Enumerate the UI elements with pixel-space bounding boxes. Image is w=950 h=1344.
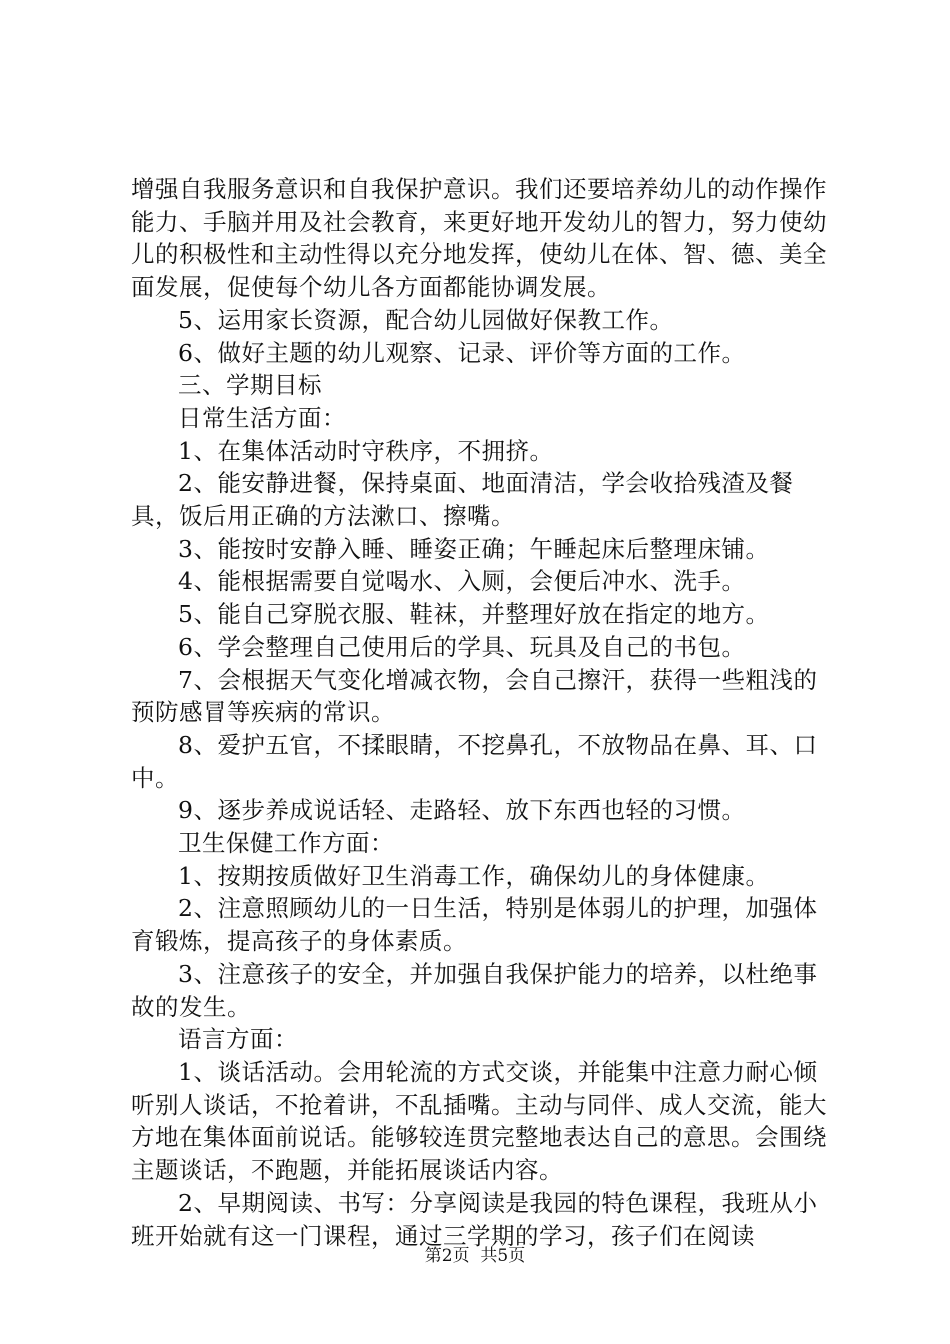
paragraph: 1、在集体活动时守秩序，不拥挤。 — [178, 436, 554, 465]
paragraph: 7、会根据天气变化增减衣物，会自己擦汗，获得一些粗浅的预防感冒等疾病的常识。 — [131, 665, 818, 727]
paragraph: 9、逐步养成说话轻、走路轻、放下东西也轻的习惯。 — [178, 796, 746, 825]
paragraph: 5、运用家长资源，配合幼儿园做好保教工作。 — [178, 305, 674, 334]
paragraph: 3、注意孩子的安全，并加强自我保护能力的培养，以杜绝事故的发生。 — [131, 959, 818, 1021]
paragraph: 1、按期按质做好卫生消毒工作，确保幼儿的身体健康。 — [178, 861, 770, 890]
paragraph: 2、注意照顾幼儿的一日生活，特别是体弱儿的护理，加强体育锻炼，提高孩子的身体素质。 — [131, 894, 818, 956]
paragraph: 卫生保健工作方面： — [178, 829, 394, 858]
paragraph: 三、学期目标 — [178, 371, 322, 400]
document-body — [131, 173, 831, 1252]
paragraph: 2、早期阅读、书写：分享阅读是我园的特色课程，我班从小班开始就有这一门课程，通过三学期的学习，孩子们在阅读 — [131, 1188, 818, 1250]
paragraph: 日常生活方面： — [178, 403, 346, 432]
page-footer: 第2页 共5页 — [424, 1246, 526, 1266]
paragraph: 1、谈话活动。会用轮流的方式交谈，并能集中注意力耐心倾听别人谈话，不抢着讲，不乱插嘴。主动与同伴、成人交流，能大方地在集体面前说话。能够较连贯完整地表达自己的意思。会围绕主题谈话，不跑题，并能拓展谈话内容。 — [131, 1057, 827, 1185]
paragraph: 8、爱护五官，不揉眼睛，不挖鼻孔，不放物品在鼻、耳、口中。 — [131, 730, 818, 792]
paragraph: 3、能按时安静入睡、睡姿正确；午睡起床后整理床铺。 — [178, 534, 770, 563]
paragraph: 2、能安静进餐，保持桌面、地面清洁，学会收拾残渣及餐具，饭后用正确的方法漱口、擦嘴。 — [131, 469, 794, 531]
paragraph: 6、做好主题的幼儿观察、记录、评价等方面的工作。 — [178, 338, 746, 367]
paragraph: 6、学会整理自己使用后的学具、玩具及自己的书包。 — [178, 632, 746, 661]
paragraph: 增强自我服务意识和自我保护意识。我们还要培养幼儿的动作操作能力、手脑并用及社会教育，来更好地开发幼儿的智力，努力使幼儿的积极性和主动性得以充分地发挥，使幼儿在体、智、德、美全面发展，促使每个幼儿各方面都能协调发展。 — [131, 175, 827, 302]
paragraph: 4、能根据需要自觉喝水、入厕，会便后冲水、洗手。 — [178, 567, 746, 596]
paragraph: 5、能自己穿脱衣服、鞋袜，并整理好放在指定的地方。 — [178, 600, 770, 629]
paragraph: 语言方面： — [178, 1025, 298, 1054]
